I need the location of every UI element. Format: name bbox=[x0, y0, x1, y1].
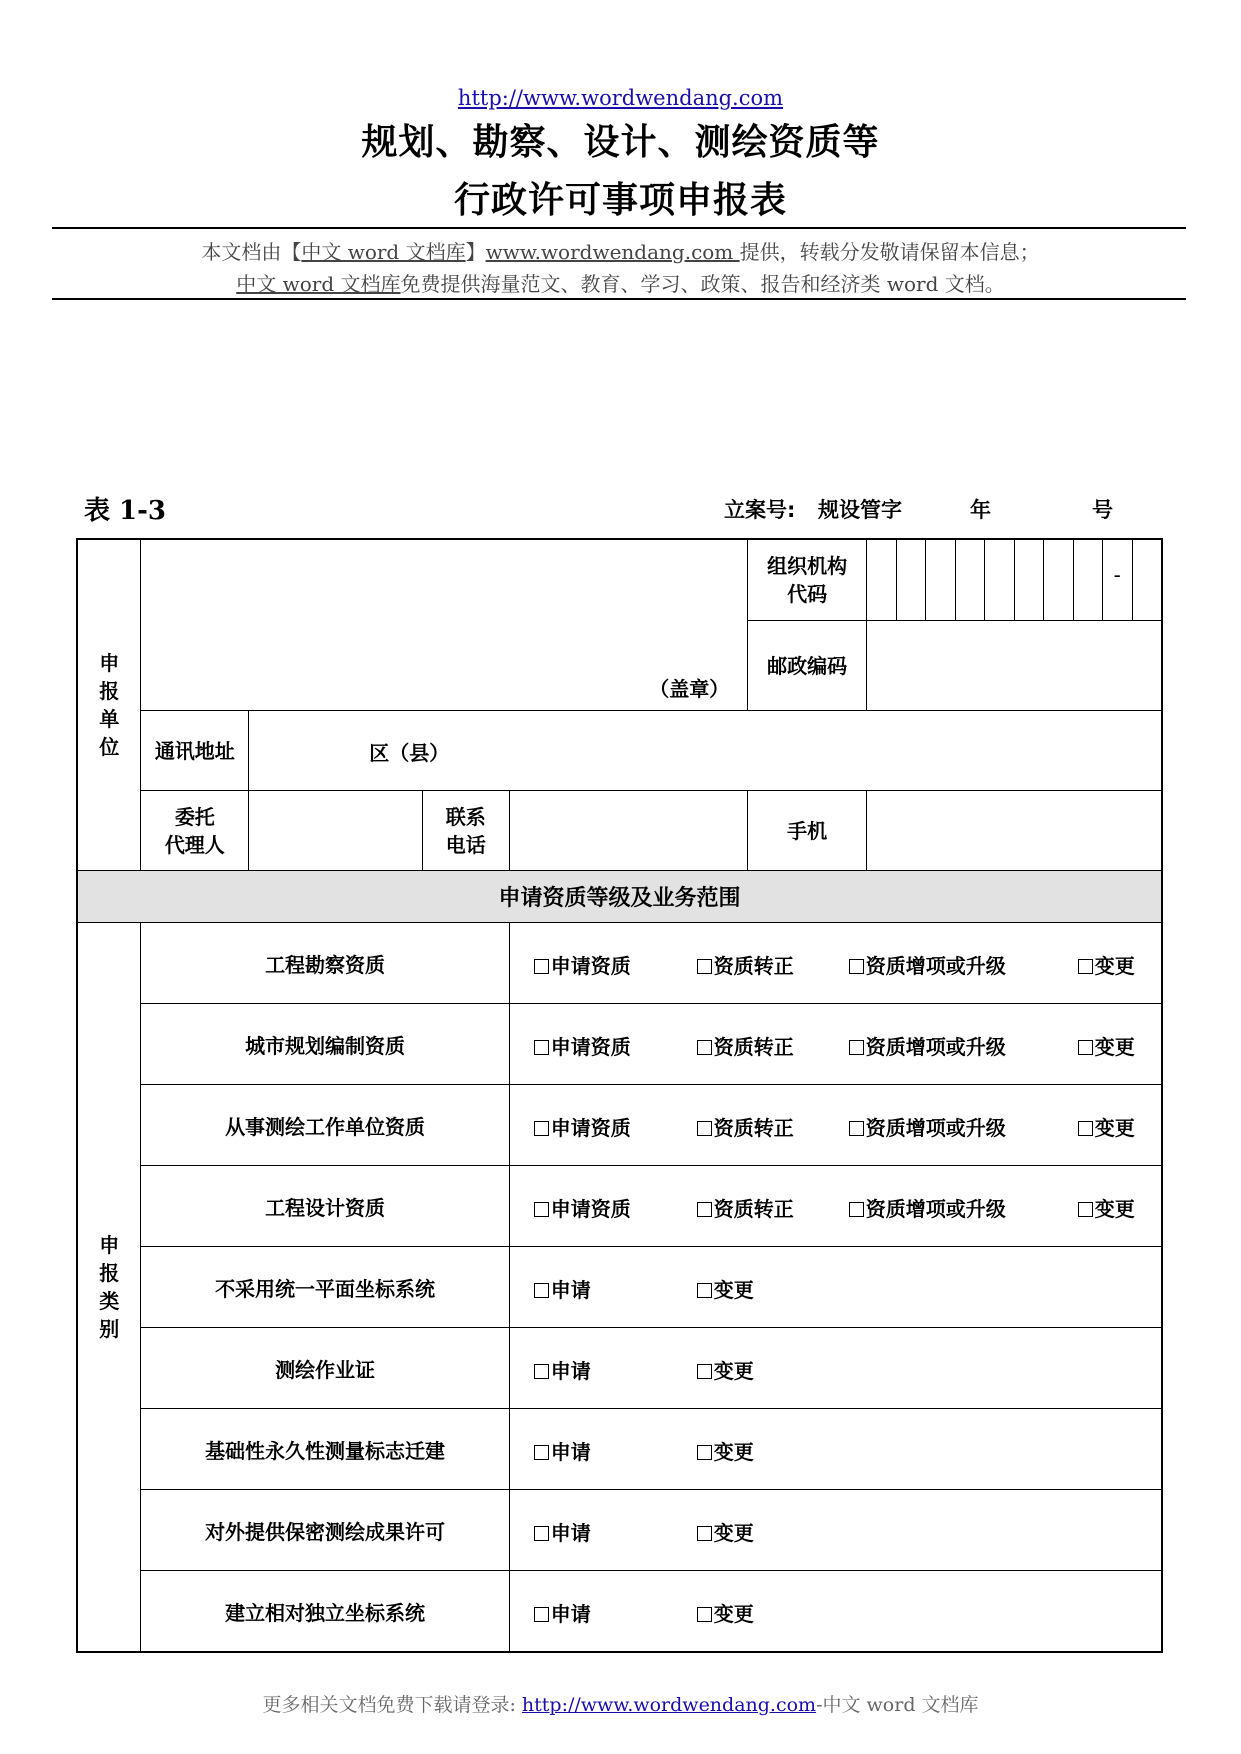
page-title-line2: 行政许可事项申报表 bbox=[453, 179, 787, 221]
footer-text: 更多相关文档免费下载请登录: bbox=[262, 1694, 522, 1716]
category-name: 工程设计资质 bbox=[141, 1166, 509, 1247]
option-checkbox[interactable]: 申请资质 bbox=[534, 1031, 631, 1060]
postcode-label: 邮政编码 bbox=[748, 621, 867, 711]
option-checkbox[interactable]: 申请 bbox=[534, 1517, 591, 1546]
filing-prefix: 规设管字 bbox=[818, 498, 902, 522]
table-number: 表 1-3 bbox=[84, 496, 167, 526]
category-name: 建立相对独立坐标系统 bbox=[141, 1571, 509, 1653]
option-checkbox[interactable]: 资质转正 bbox=[697, 1112, 794, 1141]
category-options bbox=[509, 1004, 1162, 1085]
option-checkbox[interactable]: 变更 bbox=[697, 1517, 754, 1546]
footer bbox=[0, 1690, 1241, 1717]
footer-link[interactable]: http://www.wordwendang.com bbox=[521, 1694, 817, 1716]
option-checkbox[interactable]: 变更 bbox=[1078, 1031, 1135, 1060]
org-code-digit[interactable] bbox=[926, 540, 956, 620]
org-code-digit[interactable] bbox=[985, 540, 1015, 620]
agent-label: 委托 代理人 bbox=[141, 791, 249, 871]
option-checkbox[interactable]: 申请 bbox=[534, 1355, 591, 1384]
org-code-digit[interactable] bbox=[1074, 540, 1104, 620]
footer-suffix: -中文 word 文档库 bbox=[816, 1694, 979, 1716]
option-checkbox[interactable]: 资质增项或升级 bbox=[849, 1112, 1006, 1141]
section-title: 申请资质等级及业务范围 bbox=[77, 871, 1162, 923]
category-options bbox=[509, 1166, 1162, 1247]
option-checkbox[interactable]: 变更 bbox=[697, 1274, 754, 1303]
header-url-link[interactable]: http://www.wordwendang.com bbox=[457, 86, 784, 110]
option-checkbox[interactable]: 申请 bbox=[534, 1598, 591, 1627]
option-checkbox[interactable]: 变更 bbox=[697, 1598, 754, 1627]
notice-link-name-2[interactable]: 中文 word 文档库 bbox=[236, 272, 401, 296]
option-checkbox[interactable]: 资质增项或升级 bbox=[849, 950, 1006, 979]
option-checkbox[interactable]: 申请资质 bbox=[534, 950, 631, 979]
category-name: 对外提供保密测绘成果许可 bbox=[141, 1490, 509, 1571]
notice-text: 免费提供海量范文、教育、学习、政策、报告和经济类 word 文档。 bbox=[400, 272, 1005, 296]
option-checkbox[interactable]: 变更 bbox=[1078, 1112, 1135, 1141]
category-options bbox=[509, 1247, 1162, 1328]
category-options bbox=[509, 1409, 1162, 1490]
mobile-label: 手机 bbox=[748, 791, 867, 871]
category-label: 申 报 类 别 bbox=[77, 923, 141, 1653]
address-label: 通讯地址 bbox=[141, 711, 249, 791]
org-code-dash: - bbox=[1103, 540, 1133, 620]
category-name: 测绘作业证 bbox=[141, 1328, 509, 1409]
option-checkbox[interactable]: 资质增项或升级 bbox=[849, 1193, 1006, 1222]
district-label: 区（县） bbox=[369, 741, 450, 765]
phone-field[interactable] bbox=[509, 791, 748, 871]
option-checkbox[interactable]: 资质增项或升级 bbox=[849, 1031, 1006, 1060]
header-url bbox=[0, 86, 1241, 110]
application-form-table bbox=[76, 538, 1163, 1653]
option-checkbox[interactable]: 资质转正 bbox=[697, 950, 794, 979]
notice-text: 提供，转载分发敬请保留本信息； bbox=[739, 240, 1040, 264]
category-name: 城市规划编制资质 bbox=[141, 1004, 509, 1085]
applicant-name-field[interactable] bbox=[141, 539, 748, 711]
option-checkbox[interactable]: 变更 bbox=[1078, 950, 1135, 979]
notice-text: 】 bbox=[465, 240, 486, 264]
category-name: 从事测绘工作单位资质 bbox=[141, 1085, 509, 1166]
option-checkbox[interactable]: 申请 bbox=[534, 1274, 591, 1303]
org-code-digit[interactable] bbox=[1015, 540, 1045, 620]
page-title-line1: 规划、勘察、设计、测绘资质等 bbox=[361, 121, 880, 163]
option-checkbox[interactable]: 资质转正 bbox=[697, 1031, 794, 1060]
org-code-digit[interactable] bbox=[897, 540, 927, 620]
org-code-digit[interactable] bbox=[867, 540, 897, 620]
category-name: 工程勘察资质 bbox=[141, 923, 509, 1004]
filing-no: 号 bbox=[1092, 498, 1113, 522]
top-rule bbox=[52, 227, 1186, 229]
option-checkbox[interactable]: 变更 bbox=[697, 1355, 754, 1384]
category-options bbox=[509, 1490, 1162, 1571]
bottom-rule bbox=[52, 298, 1186, 300]
option-checkbox[interactable]: 变更 bbox=[697, 1436, 754, 1465]
filing-label: 立案号: bbox=[724, 498, 796, 522]
option-checkbox[interactable]: 申请 bbox=[534, 1436, 591, 1465]
category-options bbox=[509, 1571, 1162, 1653]
org-code-label: 组织机构 代码 bbox=[748, 539, 867, 621]
org-code-digit[interactable] bbox=[956, 540, 986, 620]
category-options bbox=[509, 923, 1162, 1004]
notice-line2 bbox=[0, 268, 1241, 297]
seal-label: （盖章） bbox=[649, 677, 730, 701]
notice-link-url[interactable]: www.wordwendang.com bbox=[485, 240, 740, 264]
notice-link-name[interactable]: 中文 word 文档库 bbox=[301, 240, 466, 264]
option-checkbox[interactable]: 申请资质 bbox=[534, 1193, 631, 1222]
org-code-digit[interactable] bbox=[1044, 540, 1074, 620]
mobile-field[interactable] bbox=[867, 791, 1162, 871]
category-options bbox=[509, 1085, 1162, 1166]
filing-year: 年 bbox=[970, 498, 991, 522]
option-checkbox[interactable]: 申请资质 bbox=[534, 1112, 631, 1141]
notice-text: 本文档由【 bbox=[201, 240, 302, 264]
agent-field[interactable] bbox=[249, 791, 423, 871]
org-code-field[interactable] bbox=[867, 539, 1162, 621]
address-field[interactable] bbox=[249, 711, 1162, 791]
phone-label: 联系 电话 bbox=[422, 791, 509, 871]
applicant-unit-label: 申 报 单 位 bbox=[77, 539, 141, 871]
option-checkbox[interactable]: 资质转正 bbox=[697, 1193, 794, 1222]
org-code-digit[interactable] bbox=[1133, 540, 1162, 620]
option-checkbox[interactable]: 变更 bbox=[1078, 1193, 1135, 1222]
category-name: 基础性永久性测量标志迁建 bbox=[141, 1409, 509, 1490]
notice-line1 bbox=[0, 236, 1241, 265]
postcode-field[interactable] bbox=[867, 621, 1162, 711]
category-name: 不采用统一平面坐标系统 bbox=[141, 1247, 509, 1328]
category-options bbox=[509, 1328, 1162, 1409]
